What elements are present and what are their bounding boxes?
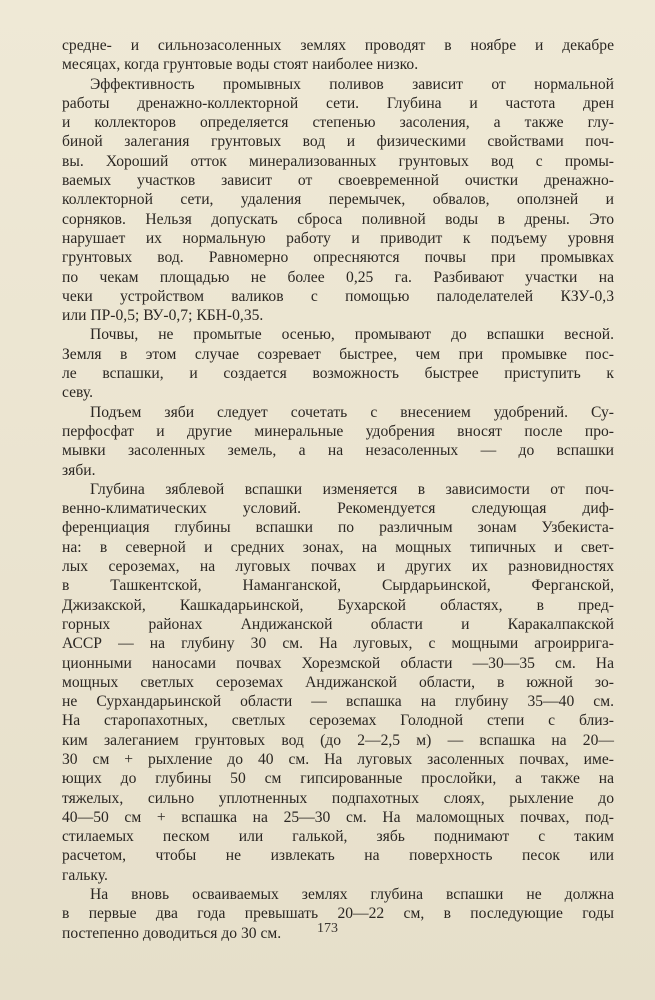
text-line: сорняков. Нельзя допускать сброса поливной воды в дрены. Это — [62, 210, 614, 228]
text-line: горных районах Андижанской области и Каракалпакской — [62, 615, 614, 633]
text-line: мощных светлых сероземах Андижанской области, в южной зо- — [62, 673, 614, 691]
page-number: 173 — [317, 921, 338, 936]
text-line: ким залеганием грунтовых вод (до 2—2,5 м) — вспашка на 20— — [62, 731, 614, 749]
text-line: средне- и сильнозасоленных землях проводят в ноябре и декабре — [62, 37, 614, 54]
text-line: ле вспашки, и создается возможность быстрее приступить к — [62, 365, 614, 383]
text-line: в первые два года превышать 20—22 см, в последующие годы — [62, 905, 614, 923]
text-line: не Сурхандарьинской области — вспашка на глубину 35—40 см. — [62, 693, 614, 711]
text-line: месяцах, когда грунтовые воды стоят наиболее низко. — [62, 56, 419, 74]
text-line: лых сероземах, на луговых почвах и других их разновидностях — [62, 558, 614, 576]
text-line: коллекторной сети, удаления перемычек, обвалов, оползней и — [62, 191, 614, 209]
text-line: ющих до глубины 50 см гипсированные прослойки, а также на — [62, 770, 614, 788]
text-line: или ПР-0,5; ВУ-0,7; КБН-0,35. — [62, 307, 264, 325]
text-line: Земля в этом случае созревает быстрее, чем при промывке пос- — [62, 345, 614, 363]
text-line: перфосфат и другие минеральные удобрения вносят после про- — [62, 422, 614, 440]
text-line: ференциация глубины вспашки по различным зонам Узбекиста- — [62, 519, 614, 537]
text-line: Глубина зяблевой вспашки изменяется в зависимости от поч- — [90, 480, 614, 498]
text-line: зяби. — [62, 461, 96, 479]
text-line: постепенно доводиться до 30 см. — [62, 924, 282, 942]
text-line: ваемых участков зависит от своевременной очистки дренажно- — [62, 172, 614, 190]
text-line: грунтовых вод. Равномерно опресняются почвы при промывках — [62, 249, 614, 267]
text-line: 30 см + рыхление до 40 см. На луговых засоленных почвах, име- — [62, 750, 614, 768]
text-line: в Ташкентской, Наманганской, Сырдарьинской, Ферганской, — [62, 577, 614, 595]
text-line: вы. Хороший отток минерализованных грунтовых вод с промы- — [62, 152, 614, 170]
text-line: венно-климатических условий. Рекомендуется следующая диф- — [62, 500, 614, 518]
text-line: Почвы, не промытые осенью, промывают до вспашки весной. — [90, 326, 614, 344]
text-line: по чекам площадью не более 0,25 га. Разбивают участки на — [62, 268, 614, 286]
text-line: Джизакской, Кашкадарьинской, Бухарской областях, в пред- — [62, 596, 614, 614]
text-line: биной залегания грунтовых вод и физическими свойствами поч- — [62, 133, 614, 151]
text-line: Эффективность промывных поливов зависит от нормальной — [90, 75, 614, 93]
text-line: Подъем зяби следует сочетать с внесением удобрений. Су- — [90, 403, 614, 421]
text-line: гальку. — [62, 866, 108, 884]
text-line: чеки устройством валиков с помощью палоделателей КЗУ-0,3 — [62, 287, 614, 305]
text-line: ционными наносами почвах Хорезмской области —30—35 см. На — [62, 654, 614, 672]
text-line: работы дренажно-коллекторной сети. Глубина и частота дрен — [62, 94, 614, 112]
text-line: севу. — [62, 384, 93, 402]
text-line: На старопахотных, светлых сероземах Голодной степи с близ- — [62, 712, 614, 730]
text-line: стилаемых песком или галькой, зябь поднимают с таким — [62, 828, 614, 846]
text-line: На вновь осваиваемых землях глубина вспашки не должна — [90, 886, 614, 904]
text-line: на: в северной и средних зонах, на мощных типичных и свет- — [62, 538, 614, 556]
text-line: мывки засоленных земель, а на незасоленных — до вспашки — [62, 442, 614, 460]
text-line: и коллекторов определяется степенью засоления, а также глу- — [62, 114, 614, 132]
text-line: расчетом, чтобы не извлекать на поверхность песок или — [62, 847, 614, 865]
text-line: нарушает их нормальную работу и приводит к подъему уровня — [62, 229, 614, 247]
body-text — [62, 36, 614, 943]
text-line: 40—50 см + вспашка на 25—30 см. На маломощных почвах, под- — [62, 808, 614, 826]
text-line: тяжелых, сильно уплотненных подпахотных слоях, рыхление до — [62, 789, 614, 807]
text-line: АССР — на глубину 30 см. На луговых, с мощными агроирригa- — [62, 635, 614, 653]
